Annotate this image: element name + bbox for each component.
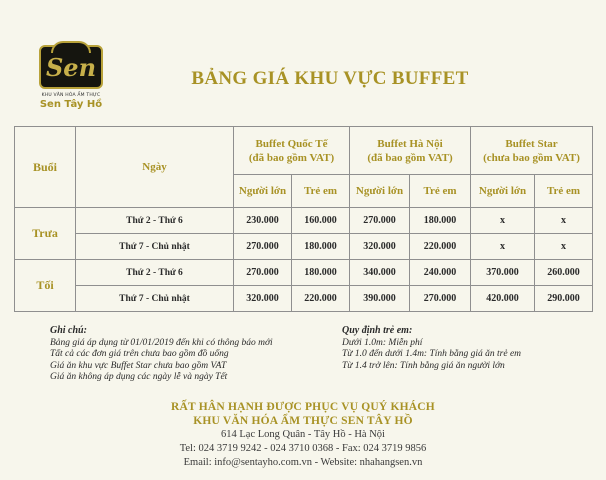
col-child-header: Trẻ em — [292, 175, 350, 208]
price-cell: 290.000 — [535, 286, 593, 312]
brand-logo — [26, 45, 116, 121]
note-item: Bảng giá áp dụng từ 01/01/2019 đến khi có thông báo mới — [50, 337, 273, 348]
col-child-header: Trẻ em — [410, 175, 471, 208]
price-cell: 180.000 — [292, 260, 350, 286]
price-cell: 270.000 — [410, 286, 471, 312]
day-cell: Thứ 2 - Thứ 6 — [76, 260, 234, 286]
child-rules-heading: Quy định trẻ em: — [342, 325, 413, 336]
group-vat-note: (đã bao gồm VAT) — [367, 151, 453, 164]
footer-phone: Tel: 024 3719 9242 - 024 3710 0368 - Fax: 024 3719 9856 — [179, 443, 427, 454]
rule-item: Dưới 1.0m: Miễn phí — [342, 337, 423, 348]
group-name: Buffet Quốc Tế — [255, 137, 328, 150]
price-cell: 240.000 — [410, 260, 471, 286]
footer-address: 614 Lạc Long Quân - Tây Hồ - Hà Nội — [221, 429, 385, 440]
price-cell: 270.000 — [234, 234, 292, 260]
day-cell: Thứ 7 - Chủ nhật — [76, 286, 234, 312]
price-cell: x — [471, 208, 535, 234]
group-header-star — [471, 127, 593, 175]
price-cell: 390.000 — [350, 286, 410, 312]
group-header-hanoi — [350, 127, 471, 175]
price-cell: 220.000 — [292, 286, 350, 312]
group-name: Buffet Star — [505, 137, 558, 150]
price-cell: 270.000 — [234, 260, 292, 286]
price-cell: 230.000 — [234, 208, 292, 234]
child-rules — [342, 325, 582, 372]
footer — [100, 400, 506, 470]
group-vat-note: (chưa bao gồm VAT) — [483, 151, 580, 164]
price-cell: 180.000 — [410, 208, 471, 234]
price-cell: 260.000 — [535, 260, 593, 286]
rule-item: Từ 1.0 đến dưới 1.4m: Tính bằng giá ăn trẻ em — [342, 349, 522, 359]
session-lunch: Trưa — [15, 208, 76, 260]
price-cell: x — [535, 208, 593, 234]
price-cell: 370.000 — [471, 260, 535, 286]
table-row — [15, 234, 593, 260]
table-row — [15, 286, 593, 312]
footer-venue: KHU VĂN HÓA ẨM THỰC SEN TÂY HỒ — [193, 415, 413, 427]
note-item: Giá ăn không áp dụng các ngày lễ và ngày Tết — [50, 372, 228, 382]
price-table — [14, 126, 593, 312]
price-cell: 420.000 — [471, 286, 535, 312]
note-item: Giá ăn khu vực Buffet Star chưa bao gồm VAT — [50, 360, 227, 371]
price-cell: x — [535, 234, 593, 260]
col-adult-header: Người lớn — [234, 175, 292, 208]
col-adult-header: Người lớn — [350, 175, 410, 208]
price-cell: 160.000 — [292, 208, 350, 234]
lotus-badge-icon — [39, 45, 103, 89]
group-name: Buffet Hà Nội — [377, 137, 443, 150]
logo-subtitle: KHU VĂN HÓA ẨM THỰC — [41, 93, 101, 98]
general-notes — [50, 325, 340, 384]
col-day-header: Ngày — [76, 127, 234, 208]
session-dinner: Tối — [15, 260, 76, 312]
group-header-international — [234, 127, 350, 175]
logo-name: Sen Tây Hồ — [39, 99, 103, 110]
footer-greeting: RẤT HÂN HẠNH ĐƯỢC PHỤC VỤ QUÝ KHÁCH — [171, 401, 435, 413]
notes-heading: Ghi chú: — [50, 325, 87, 336]
footer-contact: Email: info@sentayho.com.vn - Website: nhahangsen.vn — [183, 457, 423, 468]
price-cell: 340.000 — [350, 260, 410, 286]
price-cell: 180.000 — [292, 234, 350, 260]
price-cell: 320.000 — [234, 286, 292, 312]
rule-item: Từ 1.4 trở lên: Tính bằng giá ăn người lớn — [342, 360, 505, 371]
table-row — [15, 260, 593, 286]
price-cell: 220.000 — [410, 234, 471, 260]
logo-word: Sen — [45, 53, 97, 82]
group-vat-note: (đã bao gồm VAT) — [248, 151, 335, 164]
price-cell: x — [471, 234, 535, 260]
page-title: BẢNG GIÁ KHU VỰC BUFFET — [191, 68, 469, 89]
day-cell: Thứ 7 - Chủ nhật — [76, 234, 234, 260]
day-cell: Thứ 2 - Thứ 6 — [76, 208, 234, 234]
col-child-header: Trẻ em — [535, 175, 593, 208]
note-item: Tất cả các đơn giá trên chưa bao gồm đồ uống — [50, 349, 229, 359]
table-row — [15, 208, 593, 234]
price-cell: 270.000 — [350, 208, 410, 234]
col-adult-header: Người lớn — [471, 175, 535, 208]
col-session-header: Buổi — [15, 127, 76, 208]
price-cell: 320.000 — [350, 234, 410, 260]
